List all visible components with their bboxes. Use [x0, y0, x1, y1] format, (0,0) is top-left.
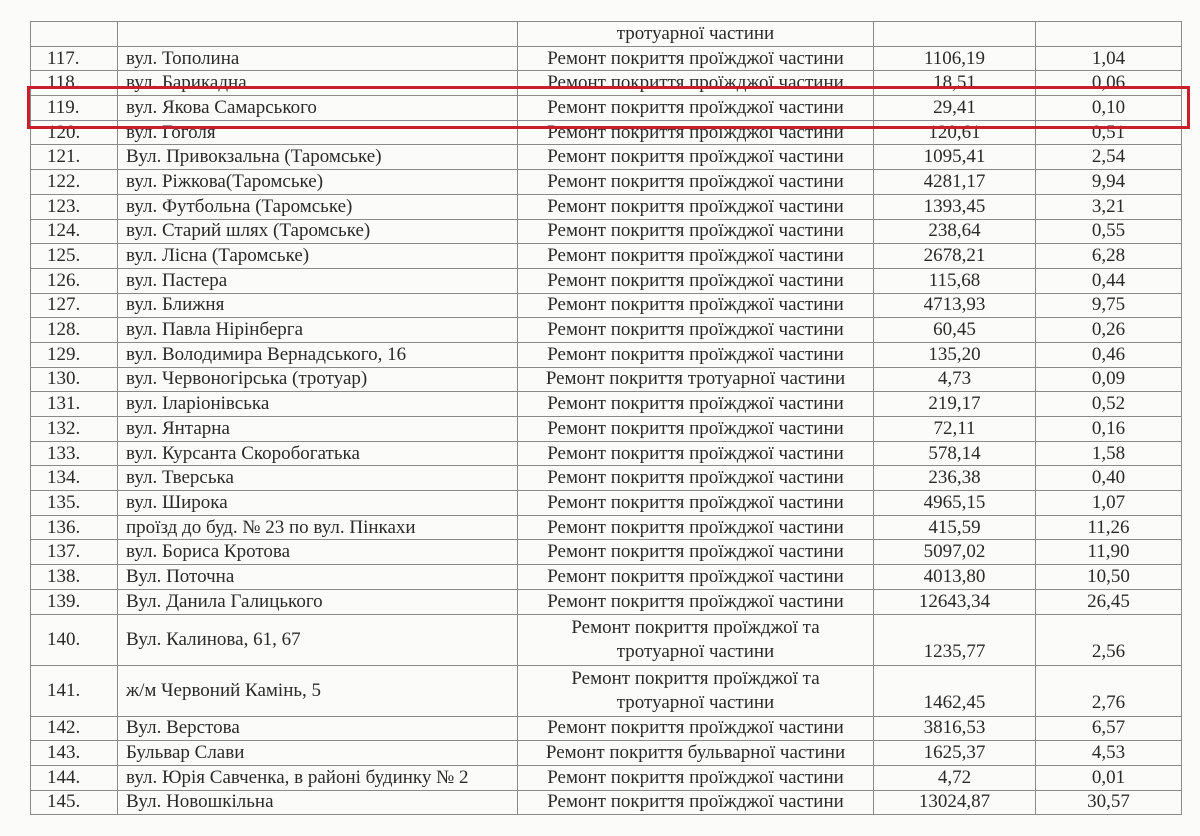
- row-number: 140.: [31, 614, 118, 665]
- area-value: 1106,19: [874, 46, 1036, 71]
- row-number: 131.: [31, 392, 118, 417]
- street-name: Вул. Верстова: [118, 716, 518, 741]
- area-value: 60,45: [874, 318, 1036, 343]
- work-description: Ремонт покриття проїжджої частини: [518, 145, 874, 170]
- work-description: Ремонт покриття проїжджої частини: [518, 120, 874, 145]
- street-name: ж/м Червоний Камінь, 5: [118, 665, 518, 716]
- row-number: 130.: [31, 367, 118, 392]
- area-value: 4013,80: [874, 565, 1036, 590]
- work-description: Ремонт покриття проїжджої частини: [518, 244, 874, 269]
- street-name: вул. Тополина: [118, 46, 518, 71]
- area-value: [874, 22, 1036, 47]
- table-row: [31, 441, 1182, 466]
- cost-value: 3,21: [1036, 194, 1182, 219]
- table-row: [31, 244, 1182, 269]
- table-row: [31, 194, 1182, 219]
- table-row: [31, 318, 1182, 343]
- road-repair-table: [30, 21, 1182, 815]
- row-number: 134.: [31, 466, 118, 491]
- cost-value: 0,01: [1036, 765, 1182, 790]
- table-row: [31, 170, 1182, 195]
- street-name: Вул. Данила Галицького: [118, 589, 518, 614]
- cost-value: 0,40: [1036, 466, 1182, 491]
- row-number: 122.: [31, 170, 118, 195]
- table-row: [31, 614, 1182, 665]
- table-row-header-continuation: [31, 22, 1182, 47]
- row-number: 125.: [31, 244, 118, 269]
- table-row: [31, 367, 1182, 392]
- table-row: [31, 765, 1182, 790]
- area-value: 18,51: [874, 71, 1036, 96]
- street-name: вул. Якова Самарського: [118, 96, 518, 121]
- work-description: Ремонт покриття проїжджої частини: [518, 515, 874, 540]
- row-number: 120.: [31, 120, 118, 145]
- row-number: 137.: [31, 540, 118, 565]
- work-description: Ремонт покриття проїжджої частини: [518, 765, 874, 790]
- row-number: [31, 22, 118, 47]
- row-number: 119.: [31, 96, 118, 121]
- area-value: 4,73: [874, 367, 1036, 392]
- work-description: Ремонт покриття проїжджої частини: [518, 540, 874, 565]
- work-description: Ремонт покриття проїжджої частини: [518, 170, 874, 195]
- work-description: [518, 614, 874, 665]
- row-number: 123.: [31, 194, 118, 219]
- scanned-document-page: [30, 21, 1181, 815]
- work-description: Ремонт покриття бульварної частини: [518, 741, 874, 766]
- area-value: 1625,37: [874, 741, 1036, 766]
- work-description-line-1: Ремонт покриття проїжджої та: [571, 616, 820, 638]
- street-name: Вул. Привокзальна (Таромське): [118, 145, 518, 170]
- area-value: 1235,77: [874, 614, 1036, 665]
- area-value: 13024,87: [874, 790, 1036, 815]
- street-name: вул. Бориса Кротова: [118, 540, 518, 565]
- row-number: 127.: [31, 293, 118, 318]
- work-description: Ремонт покриття проїжджої частини: [518, 96, 874, 121]
- table-row: [31, 71, 1182, 96]
- area-value: 1462,45: [874, 665, 1036, 716]
- area-value: 578,14: [874, 441, 1036, 466]
- area-value: 236,38: [874, 466, 1036, 491]
- work-description: Ремонт покриття тротуарної частини: [518, 367, 874, 392]
- cost-value: [1036, 22, 1182, 47]
- work-description: тротуарної частини: [518, 22, 874, 47]
- row-number: 128.: [31, 318, 118, 343]
- area-value: 238,64: [874, 219, 1036, 244]
- work-description: Ремонт покриття проїжджої частини: [518, 293, 874, 318]
- street-name: вул. Курсанта Скоробогатька: [118, 441, 518, 466]
- row-number: 145.: [31, 790, 118, 815]
- cost-value: 26,45: [1036, 589, 1182, 614]
- street-name: вул. Пастера: [118, 268, 518, 293]
- work-description: Ремонт покриття проїжджої частини: [518, 318, 874, 343]
- work-description: Ремонт покриття проїжджої частини: [518, 342, 874, 367]
- street-name: вул. Гоголя: [118, 120, 518, 145]
- cost-value: 9,75: [1036, 293, 1182, 318]
- table-row: [31, 565, 1182, 590]
- area-value: 415,59: [874, 515, 1036, 540]
- work-description: Ремонт покриття проїжджої частини: [518, 441, 874, 466]
- work-description: Ремонт покриття проїжджої частини: [518, 71, 874, 96]
- row-number: 136.: [31, 515, 118, 540]
- street-name: вул. Широка: [118, 491, 518, 516]
- area-value: 115,68: [874, 268, 1036, 293]
- cost-value: 10,50: [1036, 565, 1182, 590]
- work-description: Ремонт покриття проїжджої частини: [518, 589, 874, 614]
- area-value: 4965,15: [874, 491, 1036, 516]
- area-value: 2678,21: [874, 244, 1036, 269]
- table-row: [31, 466, 1182, 491]
- table-row: [31, 491, 1182, 516]
- work-description: Ремонт покриття проїжджої частини: [518, 565, 874, 590]
- area-value: 72,11: [874, 417, 1036, 442]
- street-name: Вул. Новошкільна: [118, 790, 518, 815]
- cost-value: 11,90: [1036, 540, 1182, 565]
- row-number: 141.: [31, 665, 118, 716]
- street-name: вул. Футбольна (Таромське): [118, 194, 518, 219]
- table-row: [31, 540, 1182, 565]
- cost-value: 0,09: [1036, 367, 1182, 392]
- work-description: Ремонт покриття проїжджої частини: [518, 417, 874, 442]
- cost-value: 11,26: [1036, 515, 1182, 540]
- table-row: [31, 46, 1182, 71]
- street-name: вул. Тверська: [118, 466, 518, 491]
- street-name: вул. Лісна (Таромське): [118, 244, 518, 269]
- table-row: [31, 96, 1182, 121]
- area-value: 1393,45: [874, 194, 1036, 219]
- table-row: [31, 665, 1182, 716]
- work-description: Ремонт покриття проїжджої частини: [518, 46, 874, 71]
- cost-value: 1,07: [1036, 491, 1182, 516]
- cost-value: 0,46: [1036, 342, 1182, 367]
- cost-value: 0,52: [1036, 392, 1182, 417]
- work-description: Ремонт покриття проїжджої частини: [518, 194, 874, 219]
- area-value: 5097,02: [874, 540, 1036, 565]
- street-name: вул. Ріжкова(Таромське): [118, 170, 518, 195]
- area-value: 120,61: [874, 120, 1036, 145]
- street-name: проїзд до буд. № 23 по вул. Пінкахи: [118, 515, 518, 540]
- cost-value: 0,06: [1036, 71, 1182, 96]
- work-description: Ремонт покриття проїжджої частини: [518, 790, 874, 815]
- table-row: [31, 716, 1182, 741]
- row-number: 121.: [31, 145, 118, 170]
- street-name: [118, 22, 518, 47]
- table-row: [31, 417, 1182, 442]
- table-row: [31, 145, 1182, 170]
- area-value: 4713,93: [874, 293, 1036, 318]
- street-name: вул. Старий шлях (Таромське): [118, 219, 518, 244]
- cost-value: 2,54: [1036, 145, 1182, 170]
- work-description-line-1: Ремонт покриття проїжджої та: [571, 667, 820, 689]
- row-number: 124.: [31, 219, 118, 244]
- table-row: [31, 741, 1182, 766]
- cost-value: 1,58: [1036, 441, 1182, 466]
- cost-value: 2,76: [1036, 665, 1182, 716]
- area-value: 1095,41: [874, 145, 1036, 170]
- area-value: 135,20: [874, 342, 1036, 367]
- table-row: [31, 515, 1182, 540]
- row-number: 126.: [31, 268, 118, 293]
- cost-value: 6,28: [1036, 244, 1182, 269]
- work-description-line-2: тротуарної частини: [616, 640, 775, 662]
- work-description: [518, 665, 874, 716]
- work-description: Ремонт покриття проїжджої частини: [518, 392, 874, 417]
- row-number: 132.: [31, 417, 118, 442]
- cost-value: 30,57: [1036, 790, 1182, 815]
- table-row: [31, 293, 1182, 318]
- table-row: [31, 342, 1182, 367]
- area-value: 12643,34: [874, 589, 1036, 614]
- row-number: 133.: [31, 441, 118, 466]
- area-value: 219,17: [874, 392, 1036, 417]
- row-number: 117.: [31, 46, 118, 71]
- row-number: 138.: [31, 565, 118, 590]
- street-name: вул. Янтарна: [118, 417, 518, 442]
- work-description: Ремонт покриття проїжджої частини: [518, 466, 874, 491]
- street-name: вул. Володимира Вернадського, 16: [118, 342, 518, 367]
- table-row: [31, 219, 1182, 244]
- row-number: 135.: [31, 491, 118, 516]
- row-number: 143.: [31, 741, 118, 766]
- work-description: Ремонт покриття проїжджої частини: [518, 491, 874, 516]
- work-description: Ремонт покриття проїжджої частини: [518, 219, 874, 244]
- cost-value: 0,16: [1036, 417, 1182, 442]
- work-description: Ремонт покриття проїжджої частини: [518, 268, 874, 293]
- cost-value: 1,04: [1036, 46, 1182, 71]
- table-row: [31, 268, 1182, 293]
- area-value: 4,72: [874, 765, 1036, 790]
- row-number: 144.: [31, 765, 118, 790]
- row-number: 142.: [31, 716, 118, 741]
- street-name: Вул. Калинова, 61, 67: [118, 614, 518, 665]
- street-name: вул. Червоногірська (тротуар): [118, 367, 518, 392]
- cost-value: 0,44: [1036, 268, 1182, 293]
- table-row: [31, 120, 1182, 145]
- cost-value: 6,57: [1036, 716, 1182, 741]
- cost-value: 2,56: [1036, 614, 1182, 665]
- cost-value: 0,55: [1036, 219, 1182, 244]
- street-name: Бульвар Слави: [118, 741, 518, 766]
- cost-value: 0,51: [1036, 120, 1182, 145]
- row-number: 118.: [31, 71, 118, 96]
- cost-value: 9,94: [1036, 170, 1182, 195]
- area-value: 3816,53: [874, 716, 1036, 741]
- area-value: 29,41: [874, 96, 1036, 121]
- work-description: Ремонт покриття проїжджої частини: [518, 716, 874, 741]
- street-name: вул. Барикадна: [118, 71, 518, 96]
- table-row: [31, 589, 1182, 614]
- table-row: [31, 392, 1182, 417]
- street-name: вул. Павла Нірінберга: [118, 318, 518, 343]
- row-number: 129.: [31, 342, 118, 367]
- work-description-line-2: тротуарної частини: [616, 691, 775, 713]
- street-name: вул. Ближня: [118, 293, 518, 318]
- cost-value: 4,53: [1036, 741, 1182, 766]
- cost-value: 0,10: [1036, 96, 1182, 121]
- street-name: вул. Юрія Савченка, в районі будинку № 2: [118, 765, 518, 790]
- street-name: вул. Іларіонівська: [118, 392, 518, 417]
- table-row: [31, 790, 1182, 815]
- cost-value: 0,26: [1036, 318, 1182, 343]
- area-value: 4281,17: [874, 170, 1036, 195]
- street-name: Вул. Поточна: [118, 565, 518, 590]
- row-number: 139.: [31, 589, 118, 614]
